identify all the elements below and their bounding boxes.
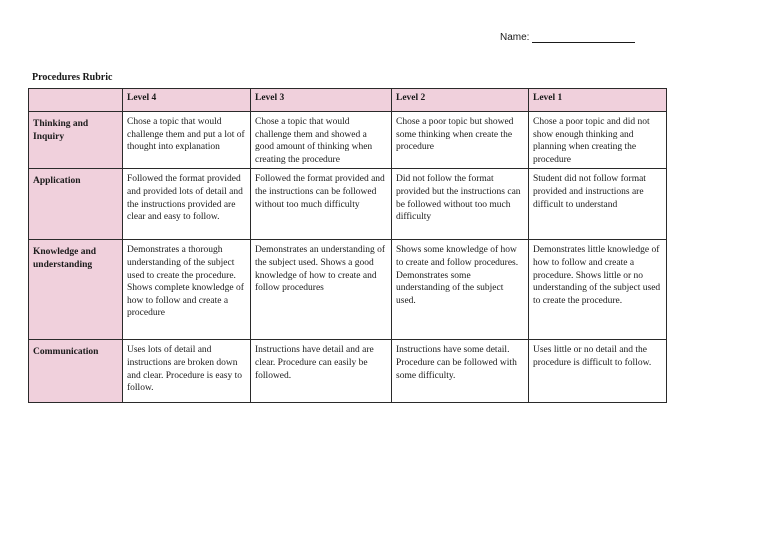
- criterion-application: Application: [29, 169, 123, 240]
- header-cell-level-4: Level 4: [123, 89, 251, 112]
- criterion-knowledge-understanding: Knowledge and understanding: [29, 240, 123, 340]
- table-cell: Followed the format provided and the instructions can be followed without too much difficulty: [251, 169, 392, 240]
- table-cell: Demonstrates a thorough understanding of the subject used to create the procedure. Shows complete knowledge of how to follow and create a procedure: [123, 240, 251, 340]
- table-cell: Demonstrates little knowledge of how to follow and create a procedure. Shows little or no understanding of the subject used to create the procedure.: [529, 240, 667, 340]
- header-cell-level-1: Level 1: [529, 89, 667, 112]
- header-cell-level-2: Level 2: [392, 89, 529, 112]
- table-row: [29, 240, 667, 340]
- rubric-table: [28, 88, 667, 403]
- name-label: Name:: [500, 32, 530, 43]
- table-row: [29, 112, 667, 169]
- header-cell-blank: [29, 89, 123, 112]
- table-cell: Shows some knowledge of how to create and follow procedures. Demonstrates some understanding of the subject used.: [392, 240, 529, 340]
- name-blank-line: [532, 32, 635, 43]
- table-cell: Uses little or no detail and the procedure is difficult to follow.: [529, 340, 667, 403]
- table-row: [29, 340, 667, 403]
- criterion-communication: Communication: [29, 340, 123, 403]
- header-cell-level-3: Level 3: [251, 89, 392, 112]
- table-cell: Did not follow the format provided but the instructions can be followed without too much difficulty: [392, 169, 529, 240]
- table-cell: Demonstrates an understanding of the subject used. Shows a good knowledge of how to create and follow procedures: [251, 240, 392, 340]
- table-cell: Chose a poor topic and did not show enough thinking and planning when creating the procedure: [529, 112, 667, 169]
- name-field: [500, 32, 635, 43]
- table-cell: Chose a topic that would challenge them and put a lot of thought into explanation: [123, 112, 251, 169]
- table-cell: Instructions have some detail. Procedure can be followed with some difficulty.: [392, 340, 529, 403]
- criterion-thinking-inquiry: Thinking and Inquiry: [29, 112, 123, 169]
- table-row: [29, 169, 667, 240]
- table-cell: Student did not follow format provided and instructions are difficult to understand: [529, 169, 667, 240]
- header-row: [29, 89, 667, 112]
- table-cell: Chose a topic that would challenge them and showed a good amount of thinking when creating the procedure: [251, 112, 392, 169]
- table-cell: Uses lots of detail and instructions are broken down and clear. Procedure is easy to follow.: [123, 340, 251, 403]
- rubric-title: Procedures Rubric: [32, 72, 113, 83]
- table-cell: Followed the format provided and provided lots of detail and the instructions provided are clear and easy to follow.: [123, 169, 251, 240]
- table-cell: Chose a poor topic but showed some thinking when create the procedure: [392, 112, 529, 169]
- table-cell: Instructions have detail and are clear. Procedure can easily be followed.: [251, 340, 392, 403]
